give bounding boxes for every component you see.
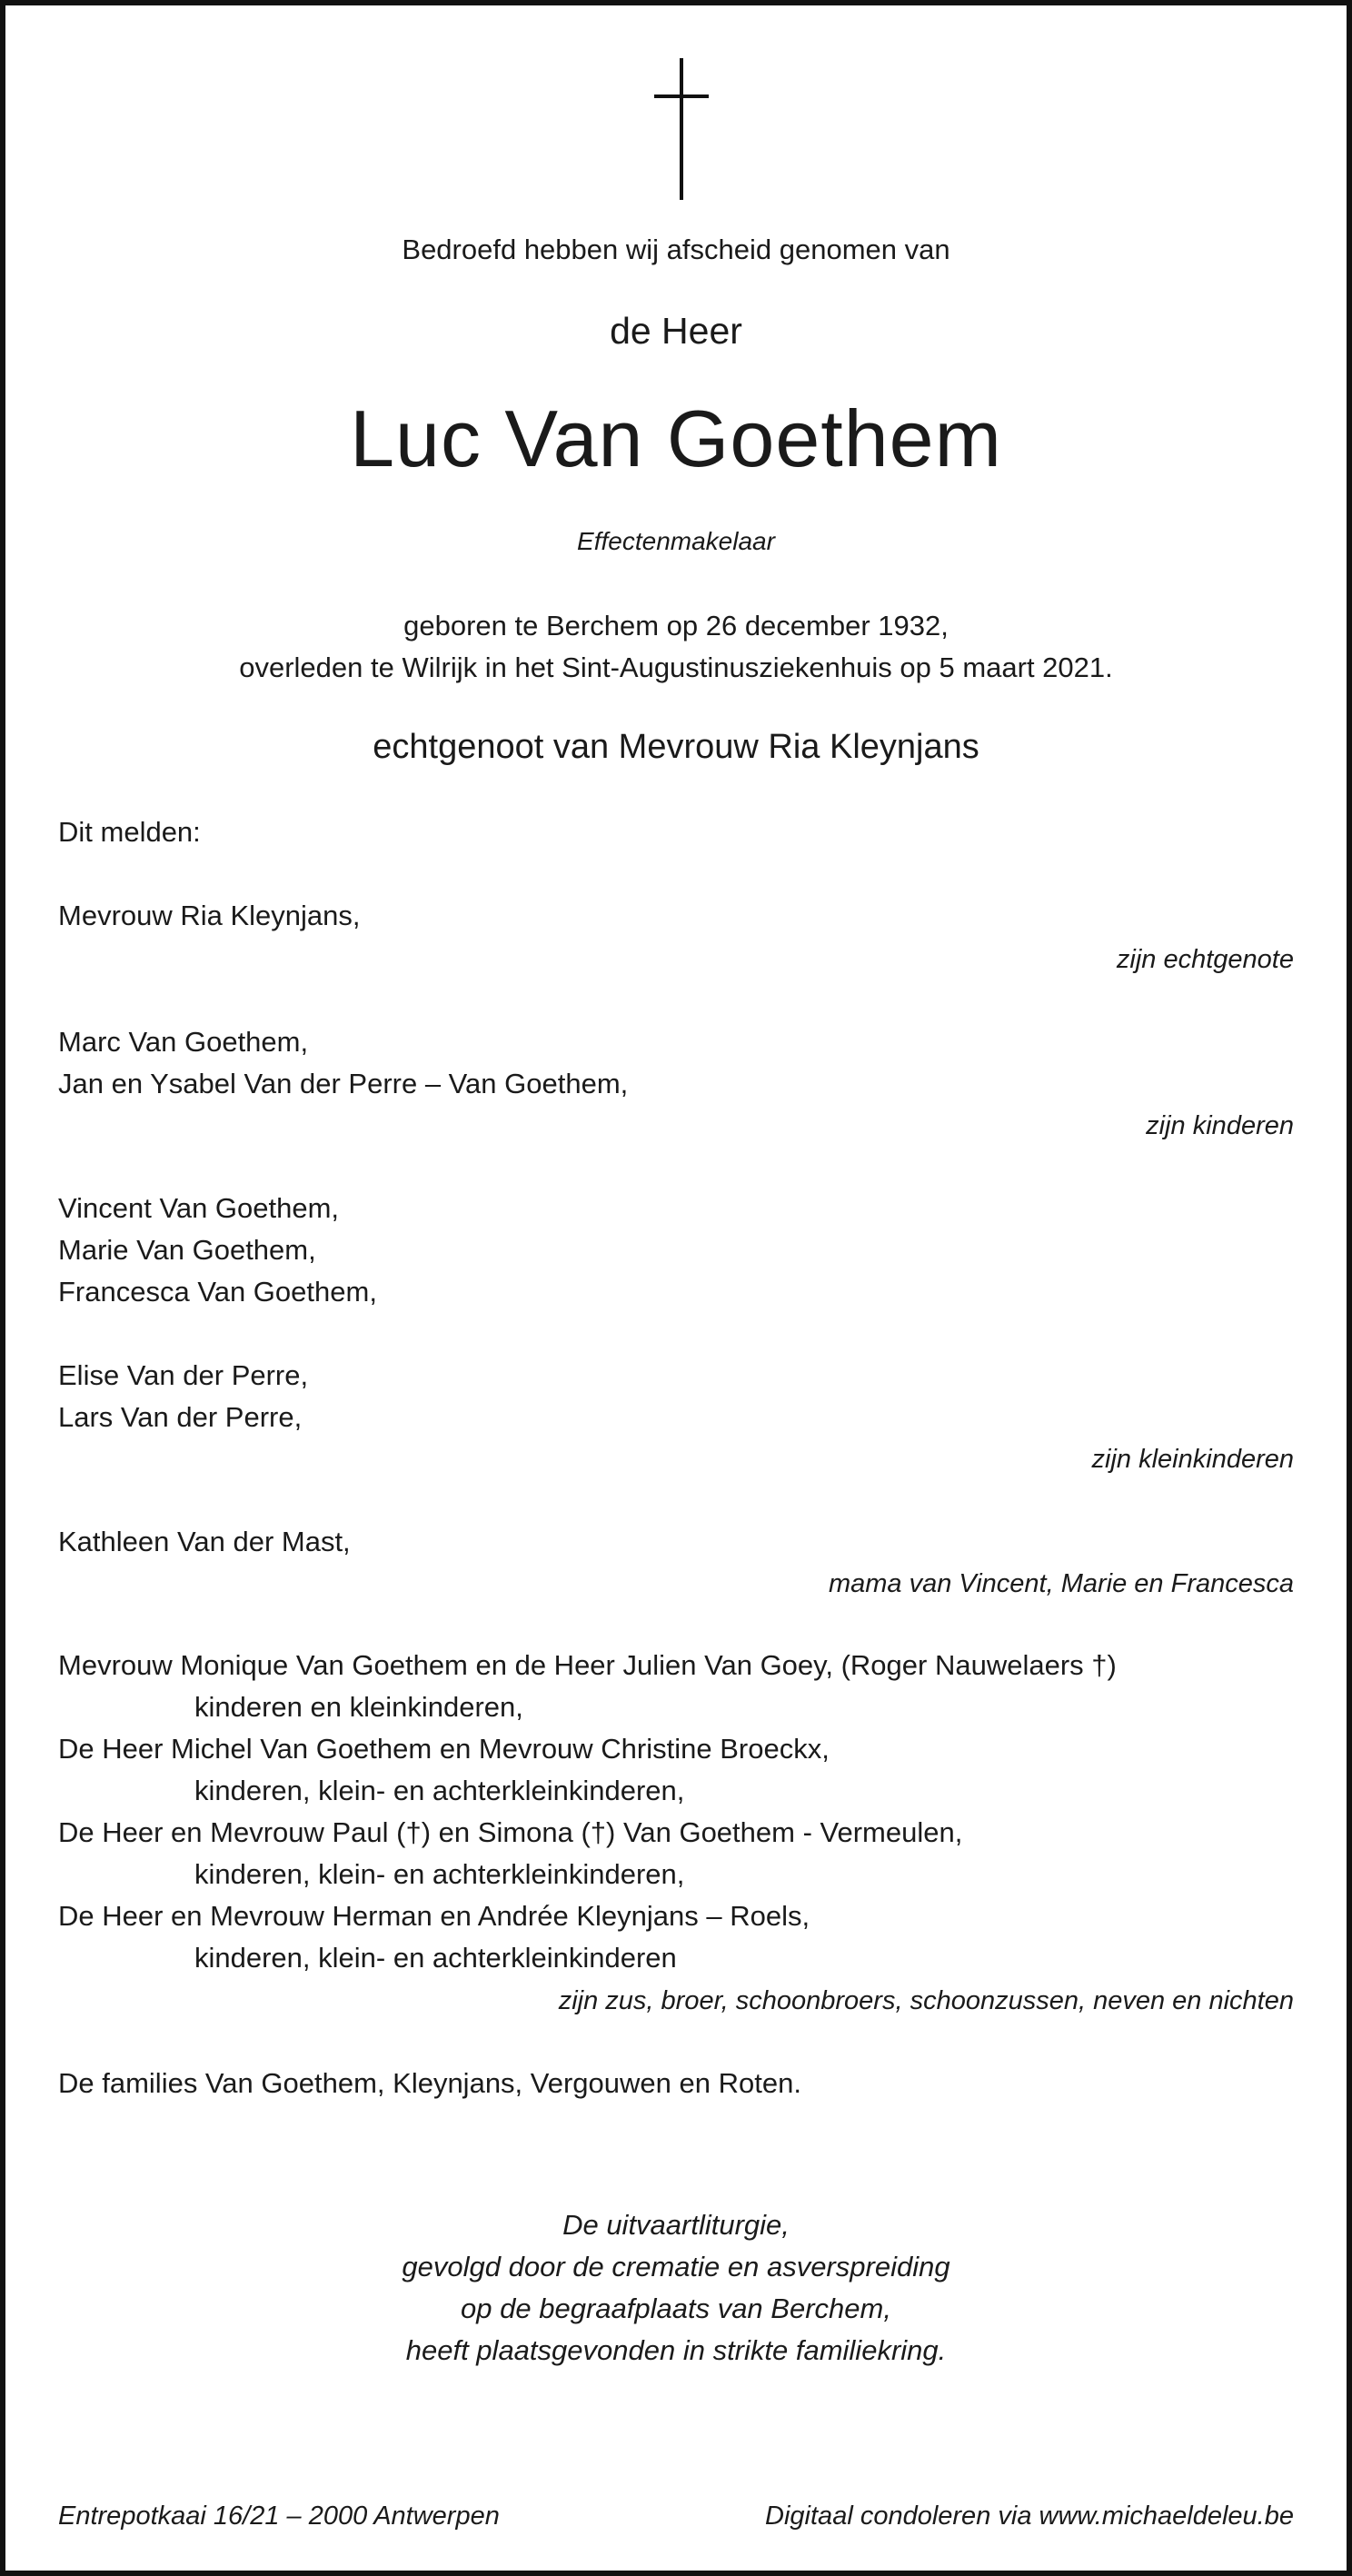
death-line: overleden te Wilrijk in het Sint-Augustinusziekenhuis op 5 maart 2021. [239, 651, 1113, 683]
grandchild-name: Elise Van der Perre, [58, 1359, 309, 1391]
funeral-line: gevolgd door de crematie en asverspreiding [402, 2251, 950, 2283]
deceased-name: Luc Van Goethem [350, 393, 1002, 483]
footer-address: Entrepotkaai 16/21 – 2000 Antwerpen [58, 2501, 500, 2531]
siblings-role: zijn zus, broer, schoonbroers, schoonzussen, neven en nichten [558, 1986, 1294, 2015]
spouse-role: zijn echtgenote [1116, 945, 1294, 974]
sibling-line: Mevrouw Monique Van Goethem en de Heer Julien Van Goey, (Roger Nauwelaers †) [58, 1649, 1117, 1681]
mother-role: mama van Vincent, Marie en Francesca [828, 1569, 1294, 1598]
sibling-line: De Heer en Mevrouw Herman en Andrée Kleynjans – Roels, [58, 1900, 810, 1932]
birth-line: geboren te Berchem op 26 december 1932, [403, 610, 949, 642]
announcement-intro: Dit melden: [58, 816, 201, 848]
funeral-line: De uitvaartliturgie, [562, 2209, 790, 2241]
child-name: Jan en Ysabel Van der Perre – Van Goethem, [58, 1068, 629, 1099]
grandchildren-role: zijn kleinkinderen [1091, 1445, 1294, 1474]
honorific: de Heer [610, 310, 742, 352]
children-role: zijn kinderen [1146, 1111, 1294, 1140]
sibling-descendants: kinderen en kleinkinderen, [194, 1691, 523, 1723]
grandchild-name: Lars Van der Perre, [58, 1401, 303, 1433]
funeral-line: heeft plaatsgevonden in strikte familiekring. [405, 2334, 947, 2366]
sibling-descendants: kinderen, klein- en achterkleinkinderen, [194, 1775, 685, 1806]
grandchild-name: Francesca Van Goethem, [58, 1276, 377, 1308]
sibling-descendants: kinderen, klein- en achterkleinkinderen, [194, 1858, 685, 1890]
mother-name: Kathleen Van der Mast, [58, 1526, 351, 1557]
grandchild-name: Marie Van Goethem, [58, 1234, 316, 1266]
sibling-line: De Heer Michel Van Goethem en Mevrouw Christine Broeckx, [58, 1733, 830, 1765]
spouse-line: echtgenoot van Mevrouw Ria Kleynjans [373, 728, 979, 766]
sibling-line: De Heer en Mevrouw Paul (†) en Simona (†) Van Goethem - Vermeulen, [58, 1816, 963, 1848]
funeral-line: op de begraafplaats van Berchem, [461, 2293, 891, 2324]
spouse-name: Mevrouw Ria Kleynjans, [58, 900, 361, 931]
child-name: Marc Van Goethem, [58, 1026, 309, 1058]
latin-cross-icon [654, 58, 709, 200]
sibling-descendants: kinderen, klein- en achterkleinkinderen [194, 1942, 677, 1974]
footer-condolence: Digitaal condoleren via www.michaeldeleu.be [765, 2501, 1294, 2531]
grandchild-name: Vincent Van Goethem, [58, 1192, 340, 1224]
intro-text: Bedroefd hebben wij afscheid genomen van [402, 234, 950, 265]
families-line: De families Van Goethem, Kleynjans, Vergouwen en Roten. [58, 2067, 801, 2099]
profession: Effectenmakelaar [577, 527, 775, 555]
